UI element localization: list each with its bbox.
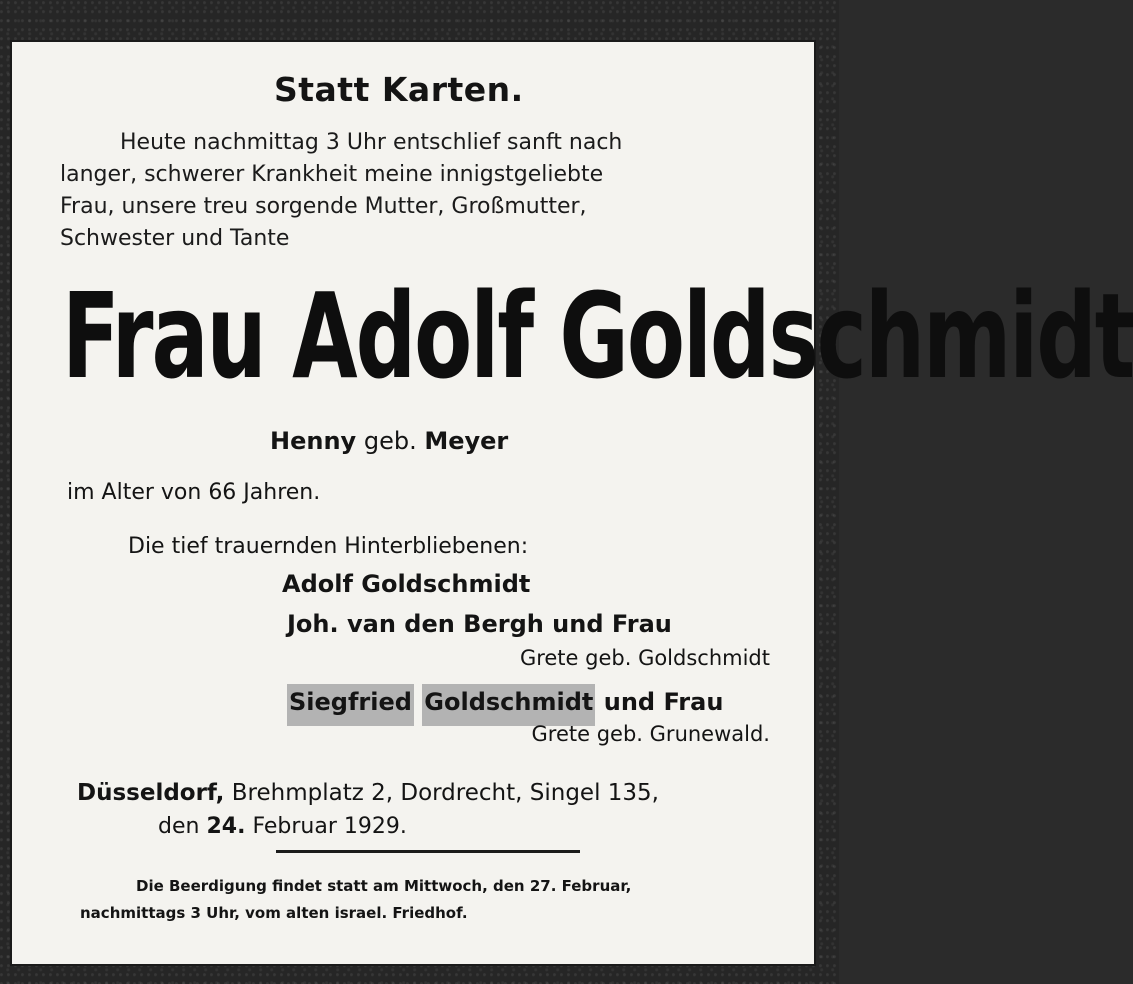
mourner-3-suffix: und Frau [603, 688, 724, 716]
birth-name [270, 427, 508, 455]
place-city: Düsseldorf, [77, 780, 225, 806]
mourners-label: Die tief trauernden Hinterbliebenen: [128, 534, 529, 559]
highlighted-first-name: Siegfried [287, 684, 414, 726]
intro-line-2: langer, schwerer Krankheit meine innigstgeliebte [60, 162, 604, 187]
place-line [77, 780, 659, 806]
date-prefix: den [158, 814, 200, 839]
intro-line-4: Schwester und Tante [60, 226, 290, 251]
birth-prefix: geb. [363, 427, 417, 455]
divider-rule [276, 850, 580, 853]
intro-line-3: Frau, unsere treu sorgende Mutter, Großmutter, [60, 194, 587, 219]
first-name: Henny [270, 427, 357, 455]
deceased-name: Frau Adolf Goldschmidt [62, 269, 1133, 406]
birth-surname: Meyer [424, 427, 509, 455]
date-rest: Februar 1929. [252, 814, 407, 839]
burial-line-1: Die Beerdigung findet statt am Mittwoch, den 27. Februar, [136, 877, 632, 895]
age-line: im Alter von 66 Jahren. [67, 480, 321, 505]
intro-line-1: Heute nachmittag 3 Uhr entschlief sanft nach [120, 130, 623, 155]
date-line [158, 814, 407, 839]
notice-header: Statt Karten. [274, 70, 524, 109]
highlighted-surname: Goldschmidt [422, 684, 595, 726]
mourner-3-spouse: Grete geb. Grunewald. [531, 722, 770, 746]
mourner-2: Joh. van den Bergh und Frau [287, 610, 672, 638]
burial-line-2: nachmittags 3 Uhr, vom alten israel. Friedhof. [80, 904, 468, 922]
mourner-1: Adolf Goldschmidt [282, 570, 531, 598]
date-day: 24. [206, 814, 246, 839]
death-notice [12, 42, 1133, 964]
place-rest: Brehmplatz 2, Dordrecht, Singel 135, [231, 780, 659, 806]
mourner-2-spouse: Grete geb. Goldschmidt [519, 646, 770, 670]
mourner-3 [287, 688, 723, 716]
